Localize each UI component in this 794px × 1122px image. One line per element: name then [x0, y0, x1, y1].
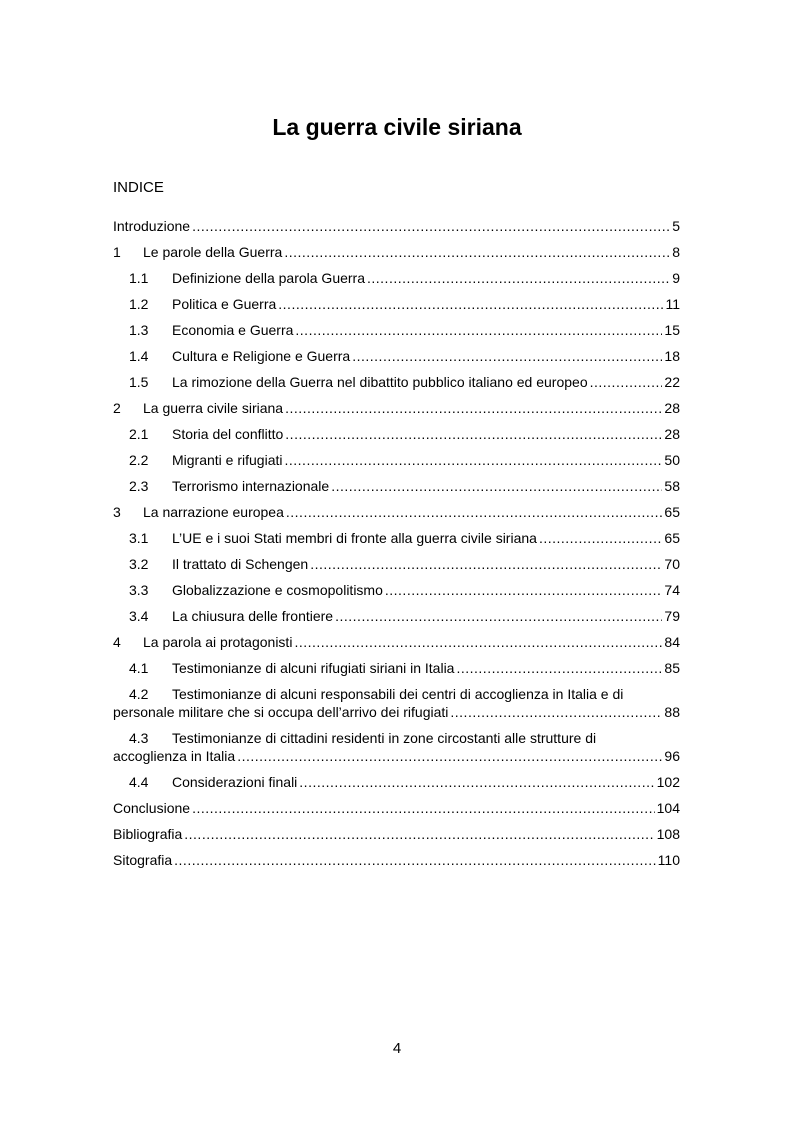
- toc-entry-introduzione[interactable]: [113, 217, 680, 243]
- toc-leader-dots: [299, 773, 654, 791]
- toc-leader-dots: [285, 451, 663, 469]
- toc-label: Testimonianze di alcuni rifugiati siriani in Italia: [172, 660, 455, 676]
- toc-page: 28: [664, 426, 680, 442]
- toc-page: 5: [672, 218, 680, 234]
- toc-label-line2: accoglienza in Italia: [113, 748, 236, 764]
- toc-label: L’UE e i suoi Stati membri di fronte alla guerra civile siriana: [172, 530, 537, 546]
- toc-page: 79: [664, 608, 680, 624]
- toc-entry-1-1[interactable]: [113, 269, 680, 295]
- toc-label: Globalizzazione e cosmopolitismo: [172, 582, 383, 598]
- toc-leader-dots: [590, 373, 663, 391]
- toc-page: 15: [664, 322, 680, 338]
- toc-page: 108: [656, 826, 680, 842]
- toc-label: Terrorismo internazionale: [172, 478, 330, 494]
- toc-entry-2-3[interactable]: [113, 477, 680, 503]
- toc-number: 2.1: [129, 426, 149, 442]
- toc-entry-bibliografia[interactable]: [113, 825, 680, 851]
- toc-leader-dots: [237, 747, 662, 765]
- toc-label: Migranti e rifugiati: [172, 452, 283, 468]
- toc-number: 3: [113, 504, 121, 520]
- toc-page: 8: [672, 244, 680, 260]
- toc-label-line2: personale militare che si occupa dell’arrivo dei rifugiati: [113, 704, 449, 720]
- toc-entry-2-2[interactable]: [113, 451, 680, 477]
- toc-label: Sitografia: [113, 852, 173, 868]
- toc-entry-sitografia[interactable]: [113, 851, 680, 877]
- toc-label: Bibliografia: [113, 826, 183, 842]
- toc-entry-3-1[interactable]: [113, 529, 680, 555]
- toc-entry-1-3[interactable]: [113, 321, 680, 347]
- toc-page: 9: [672, 270, 680, 286]
- toc-entry-1-2[interactable]: [113, 295, 680, 321]
- toc-number: 2.3: [129, 478, 149, 494]
- toc-number: 3.2: [129, 556, 149, 572]
- page-number: 4: [392, 1040, 402, 1057]
- toc-leader-dots: [310, 555, 662, 573]
- toc-leader-dots: [192, 799, 655, 817]
- toc-label: La guerra civile siriana: [143, 400, 284, 416]
- toc-leader-dots: [539, 529, 662, 547]
- toc-label: La narrazione europea: [143, 504, 284, 520]
- toc-page: 11: [665, 296, 680, 312]
- toc-leader-dots: [284, 243, 670, 261]
- toc-label: Definizione della parola Guerra: [172, 270, 365, 286]
- toc-entry-3-4[interactable]: [113, 607, 680, 633]
- toc-number: 3.4: [129, 608, 149, 624]
- toc-label: Economia e Guerra: [172, 322, 294, 338]
- toc-leader-dots: [456, 659, 662, 677]
- toc-entry-conclusione[interactable]: [113, 799, 680, 825]
- toc-number: 1.4: [129, 348, 149, 364]
- toc-entry-2-1[interactable]: [113, 425, 680, 451]
- toc-entry-4-1[interactable]: [113, 659, 680, 685]
- toc-page: 50: [664, 452, 680, 468]
- toc-label: Il trattato di Schengen: [172, 556, 309, 572]
- toc-number: 4.1: [129, 660, 149, 676]
- toc-leader-dots: [278, 295, 663, 313]
- toc-number: 1.5: [129, 374, 149, 390]
- toc-page: 110: [657, 852, 680, 868]
- toc-number: 3.1: [129, 530, 149, 546]
- toc-number: 4.4: [129, 774, 149, 790]
- toc-page: 84: [664, 634, 680, 650]
- toc-label: Cultura e Religione e Guerra: [172, 348, 351, 364]
- toc-number: 3.3: [129, 582, 149, 598]
- toc-page: 85: [664, 660, 680, 676]
- toc-page: 65: [664, 504, 680, 520]
- toc-number: 4.3: [129, 730, 149, 746]
- toc-entry-3[interactable]: [113, 503, 680, 529]
- toc-page: 88: [664, 704, 680, 720]
- toc-number: 1: [113, 244, 121, 260]
- toc-entry-4-2[interactable]: [113, 685, 680, 729]
- toc-number: 1.1: [129, 270, 149, 286]
- toc-label: Politica e Guerra: [172, 296, 277, 312]
- table-of-contents: [113, 217, 680, 877]
- toc-page: 28: [664, 400, 680, 416]
- toc-entry-4[interactable]: [113, 633, 680, 659]
- toc-leader-dots: [352, 347, 662, 365]
- toc-page: 18: [664, 348, 680, 364]
- toc-entry-3-2[interactable]: [113, 555, 680, 581]
- toc-leader-dots: [192, 217, 670, 235]
- toc-label: Introduzione: [113, 218, 191, 234]
- toc-number: 1.2: [129, 296, 149, 312]
- toc-label: La chiusura delle frontiere: [172, 608, 334, 624]
- toc-leader-dots: [286, 503, 663, 521]
- toc-page: 22: [664, 374, 680, 390]
- toc-entry-1[interactable]: [113, 243, 680, 269]
- toc-number: 4: [113, 634, 121, 650]
- toc-leader-dots: [174, 851, 656, 869]
- toc-entry-4-4[interactable]: [113, 773, 680, 799]
- toc-label-line1: Testimonianze di cittadini residenti in zone circostanti alle strutture di: [172, 730, 597, 746]
- document-title: La guerra civile siriana: [272, 114, 522, 140]
- toc-page: 70: [664, 556, 680, 572]
- index-heading: INDICE: [113, 179, 164, 196]
- toc-label: Le parole della Guerra: [143, 244, 283, 260]
- toc-leader-dots: [285, 425, 662, 443]
- toc-label: La parola ai protagonisti: [143, 634, 293, 650]
- toc-leader-dots: [295, 321, 662, 339]
- toc-leader-dots: [294, 633, 662, 651]
- toc-leader-dots: [450, 703, 662, 721]
- toc-page: 74: [664, 582, 680, 598]
- toc-leader-dots: [385, 581, 663, 599]
- toc-page: 96: [664, 748, 680, 764]
- toc-label: La rimozione della Guerra nel dibattito pubblico italiano ed europeo: [172, 374, 588, 390]
- toc-leader-dots: [285, 399, 662, 417]
- toc-entry-4-3[interactable]: [113, 729, 680, 773]
- toc-label-line1: Testimonianze di alcuni responsabili dei centri di accoglienza in Italia e di: [172, 686, 624, 702]
- toc-page: 58: [664, 478, 680, 494]
- toc-leader-dots: [367, 269, 670, 287]
- toc-page: 102: [656, 774, 680, 790]
- toc-label: Considerazioni finali: [172, 774, 298, 790]
- toc-page: 104: [656, 800, 680, 816]
- toc-page: 65: [664, 530, 680, 546]
- toc-label: Storia del conflitto: [172, 426, 284, 442]
- toc-number: 4.2: [129, 686, 149, 702]
- toc-entry-1-4[interactable]: [113, 347, 680, 373]
- toc-entry-2[interactable]: [113, 399, 680, 425]
- toc-leader-dots: [331, 477, 662, 495]
- toc-number: 2: [113, 400, 121, 416]
- toc-leader-dots: [184, 825, 654, 843]
- toc-entry-3-3[interactable]: [113, 581, 680, 607]
- toc-number: 2.2: [129, 452, 149, 468]
- toc-label: Conclusione: [113, 800, 191, 816]
- toc-number: 1.3: [129, 322, 149, 338]
- toc-entry-1-5[interactable]: [113, 373, 680, 399]
- toc-leader-dots: [335, 607, 662, 625]
